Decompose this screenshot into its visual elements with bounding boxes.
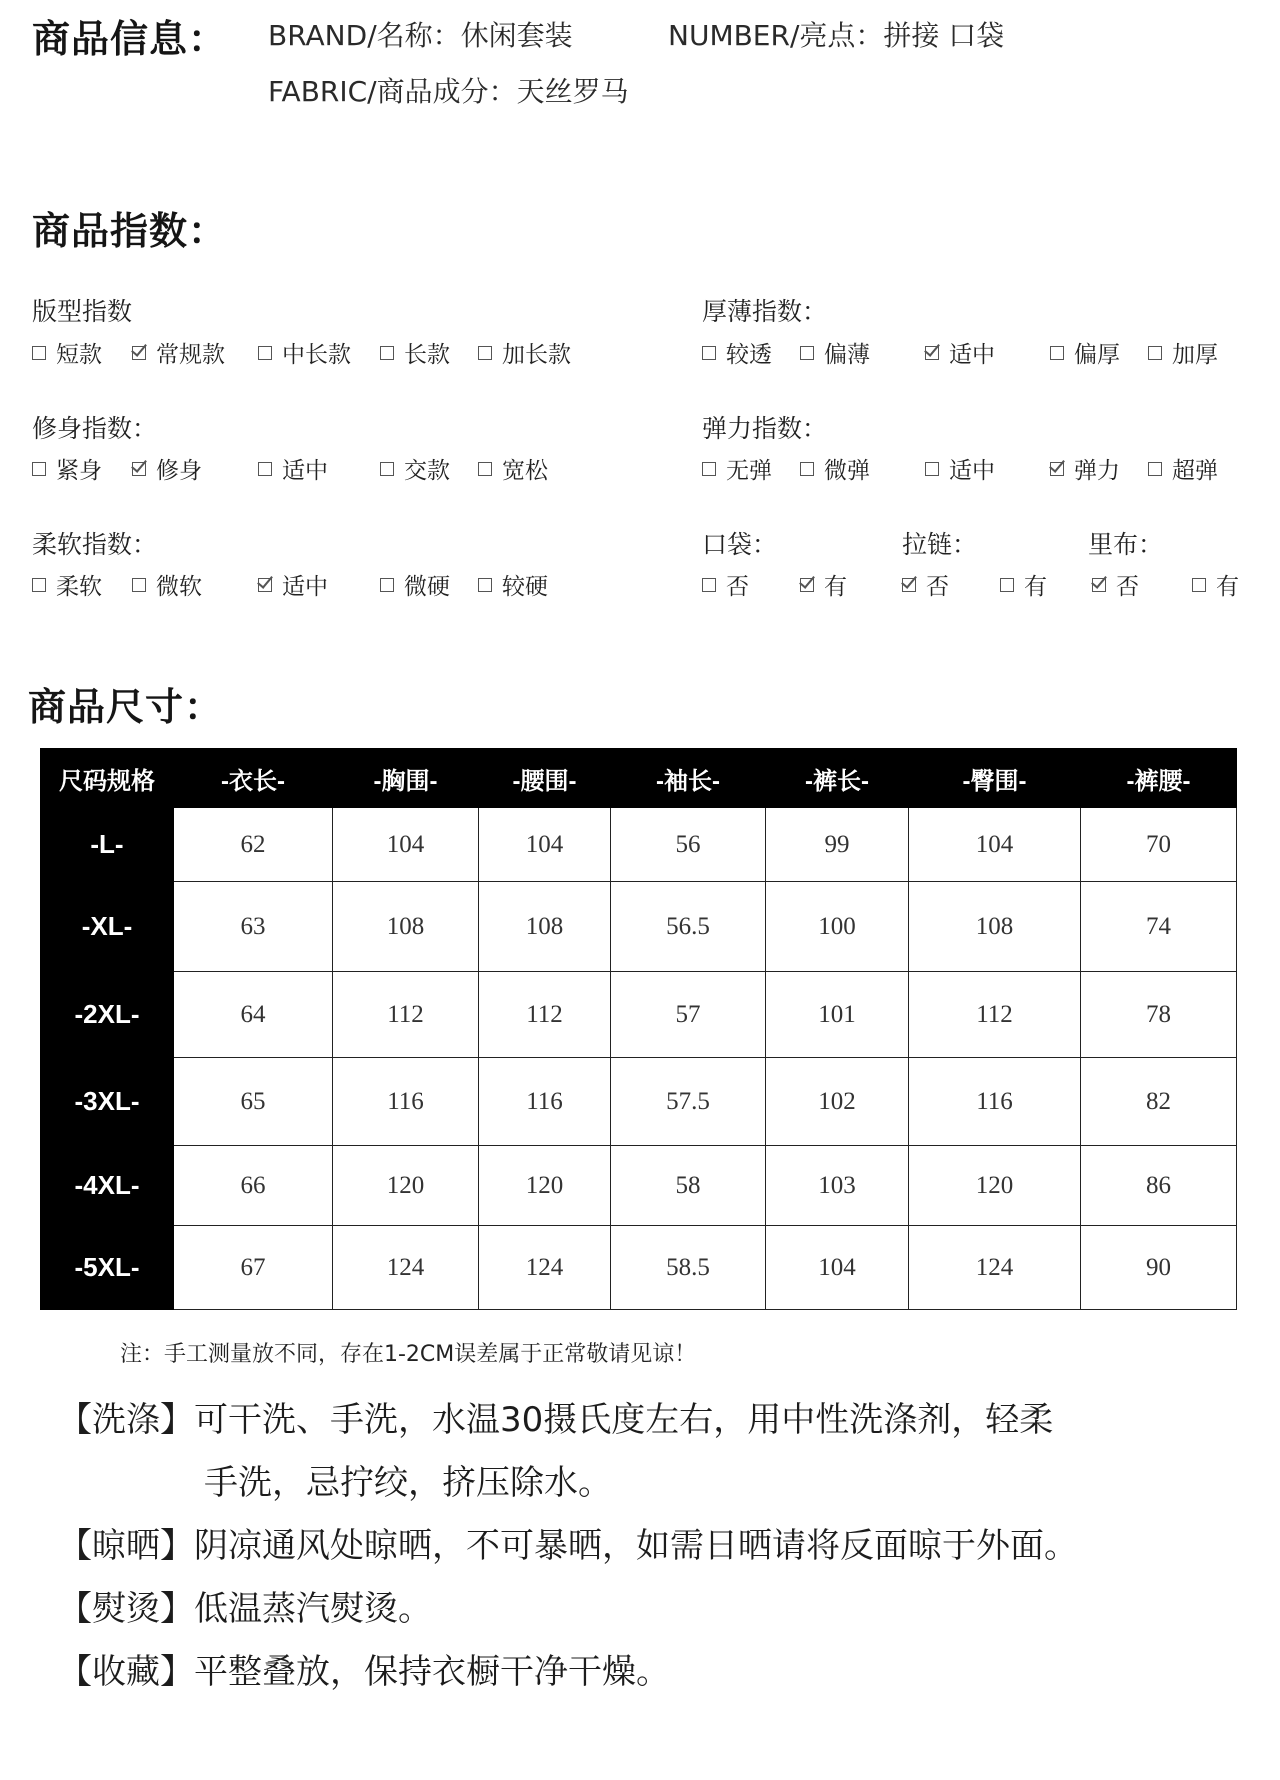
size-value-cell: 104 bbox=[333, 808, 479, 882]
softness-option-label: 柔软 bbox=[56, 574, 102, 600]
header-hip: -臀围- bbox=[909, 749, 1081, 808]
dry-text: 阴凉通风处晾晒，不可暴晒，如需日晒请将反面晾于外面。 bbox=[194, 1526, 1078, 1566]
checkbox-icon[interactable] bbox=[258, 462, 272, 476]
size-label-cell: -L- bbox=[41, 808, 174, 882]
size-label-cell: -4XL- bbox=[41, 1146, 174, 1226]
size-value-cell: 63 bbox=[174, 882, 333, 972]
checked-checkbox-icon[interactable] bbox=[1050, 462, 1064, 476]
checkbox-icon[interactable] bbox=[258, 346, 272, 360]
thickness-option-label: 偏厚 bbox=[1074, 342, 1120, 368]
header-pants-waist: -裤腰- bbox=[1081, 749, 1237, 808]
checkbox-icon[interactable] bbox=[702, 578, 716, 592]
fit-option-label: 中长款 bbox=[282, 342, 351, 368]
softness-index-title: 柔软指数： bbox=[32, 530, 158, 559]
size-value-cell: 99 bbox=[766, 808, 909, 882]
size-value-cell: 116 bbox=[479, 1058, 611, 1146]
size-label-cell: -3XL- bbox=[41, 1058, 174, 1146]
size-value-cell: 104 bbox=[479, 808, 611, 882]
pocket-option-label: 有 bbox=[824, 574, 847, 600]
elastic-option[interactable] bbox=[1050, 452, 1120, 485]
slim-index-title: 修身指数： bbox=[32, 414, 158, 443]
size-value-cell: 90 bbox=[1081, 1226, 1237, 1310]
table-row bbox=[41, 972, 1237, 1058]
slim-option[interactable] bbox=[258, 452, 328, 485]
fit-option[interactable] bbox=[380, 336, 450, 369]
lining-option[interactable] bbox=[1092, 568, 1139, 601]
checked-checkbox-icon[interactable] bbox=[132, 346, 146, 360]
checkbox-icon[interactable] bbox=[1148, 346, 1162, 360]
elastic-option[interactable] bbox=[702, 452, 772, 485]
care-dry bbox=[58, 1518, 1078, 1567]
fit-option-label: 长款 bbox=[404, 342, 450, 368]
checkbox-icon[interactable] bbox=[32, 578, 46, 592]
pocket-option[interactable] bbox=[800, 568, 847, 601]
size-value-cell: 108 bbox=[333, 882, 479, 972]
softness-option[interactable] bbox=[380, 568, 450, 601]
size-value-cell: 112 bbox=[909, 972, 1081, 1058]
wash-text-line1: 可干洗、手洗，水温30摄氏度左右，用中性洗涤剂，轻柔 bbox=[194, 1400, 1054, 1440]
iron-text: 低温蒸汽熨烫。 bbox=[194, 1589, 432, 1629]
fit-option[interactable] bbox=[258, 336, 351, 369]
elastic-option-label: 微弹 bbox=[824, 458, 870, 484]
size-value-cell: 66 bbox=[174, 1146, 333, 1226]
product-index-title: 商品指数： bbox=[32, 209, 228, 253]
thickness-index-title: 厚薄指数： bbox=[702, 297, 828, 326]
thickness-option[interactable] bbox=[1148, 336, 1218, 369]
zipper-option-label: 有 bbox=[1024, 574, 1047, 600]
size-label-cell: -5XL- bbox=[41, 1226, 174, 1310]
checkbox-icon[interactable] bbox=[702, 346, 716, 360]
size-value-cell: 120 bbox=[333, 1146, 479, 1226]
thickness-option[interactable] bbox=[1050, 336, 1120, 369]
size-value-cell: 116 bbox=[909, 1058, 1081, 1146]
pocket-option[interactable] bbox=[702, 568, 749, 601]
fit-option-label: 短款 bbox=[56, 342, 102, 368]
thickness-option[interactable] bbox=[702, 336, 772, 369]
size-note: 注：手工测量放不同，存在1-2CM误差属于正常敬请见谅！ bbox=[120, 1342, 697, 1367]
fit-option[interactable] bbox=[132, 336, 225, 369]
softness-option-label: 适中 bbox=[282, 574, 328, 600]
care-iron bbox=[58, 1581, 432, 1630]
product-info-title: 商品信息： bbox=[32, 17, 228, 61]
size-value-cell: 56.5 bbox=[611, 882, 766, 972]
slim-option-label: 宽松 bbox=[502, 458, 548, 484]
size-value-cell: 104 bbox=[766, 1226, 909, 1310]
checkbox-icon[interactable] bbox=[702, 462, 716, 476]
checkbox-icon[interactable] bbox=[478, 346, 492, 360]
size-value-cell: 62 bbox=[174, 808, 333, 882]
size-value-cell: 103 bbox=[766, 1146, 909, 1226]
size-value-cell: 56 bbox=[611, 808, 766, 882]
slim-option[interactable] bbox=[132, 452, 202, 485]
size-value-cell: 58 bbox=[611, 1146, 766, 1226]
checked-checkbox-icon[interactable] bbox=[258, 578, 272, 592]
softness-option[interactable] bbox=[258, 568, 328, 601]
lining-option[interactable] bbox=[1192, 568, 1239, 601]
size-value-cell: 74 bbox=[1081, 882, 1237, 972]
table-row bbox=[41, 808, 1237, 882]
size-value-cell: 102 bbox=[766, 1058, 909, 1146]
fit-option[interactable] bbox=[32, 336, 102, 369]
thickness-option[interactable] bbox=[800, 336, 870, 369]
checkbox-icon[interactable] bbox=[800, 346, 814, 360]
checked-checkbox-icon[interactable] bbox=[800, 578, 814, 592]
checkbox-icon[interactable] bbox=[32, 346, 46, 360]
care-wash bbox=[58, 1392, 1053, 1441]
size-value-cell: 65 bbox=[174, 1058, 333, 1146]
thickness-option-label: 适中 bbox=[949, 342, 995, 368]
size-value-cell: 112 bbox=[479, 972, 611, 1058]
size-value-cell: 78 bbox=[1081, 972, 1237, 1058]
size-value-cell: 124 bbox=[909, 1226, 1081, 1310]
checkbox-icon[interactable] bbox=[478, 462, 492, 476]
header-size: 尺码规格 bbox=[41, 749, 174, 808]
checkbox-icon[interactable] bbox=[32, 462, 46, 476]
elastic-option[interactable] bbox=[800, 452, 870, 485]
elastic-option-label: 超弹 bbox=[1172, 458, 1218, 484]
header-length: -衣长- bbox=[174, 749, 333, 808]
care-store bbox=[58, 1644, 670, 1693]
store-tag: 【收藏】 bbox=[58, 1652, 194, 1692]
slim-option-label: 适中 bbox=[282, 458, 328, 484]
checkbox-icon[interactable] bbox=[380, 578, 394, 592]
fit-option-label: 常规款 bbox=[156, 342, 225, 368]
checkbox-icon[interactable] bbox=[1000, 578, 1014, 592]
softness-option-label: 微硬 bbox=[404, 574, 450, 600]
size-value-cell: 108 bbox=[479, 882, 611, 972]
thickness-option-label: 加厚 bbox=[1172, 342, 1218, 368]
store-text: 平整叠放，保持衣橱干净干燥。 bbox=[194, 1652, 670, 1692]
header-chest: -胸围- bbox=[333, 749, 479, 808]
size-value-cell: 112 bbox=[333, 972, 479, 1058]
slim-option[interactable] bbox=[380, 452, 450, 485]
header-waist: -腰围- bbox=[479, 749, 611, 808]
size-value-cell: 108 bbox=[909, 882, 1081, 972]
iron-tag: 【熨烫】 bbox=[58, 1589, 194, 1629]
elastic-option[interactable] bbox=[925, 452, 995, 485]
checkbox-icon[interactable] bbox=[800, 462, 814, 476]
size-value-cell: 57 bbox=[611, 972, 766, 1058]
header-sleeve: -袖长- bbox=[611, 749, 766, 808]
checked-checkbox-icon[interactable] bbox=[925, 346, 939, 360]
table-row bbox=[41, 882, 1237, 972]
slim-option-label: 修身 bbox=[156, 458, 202, 484]
lining-title: 里布： bbox=[1088, 530, 1164, 559]
header-pants-length: -裤长- bbox=[766, 749, 909, 808]
fit-option[interactable] bbox=[478, 336, 571, 369]
size-label-cell: -XL- bbox=[41, 882, 174, 972]
checkbox-icon[interactable] bbox=[1148, 462, 1162, 476]
table-row bbox=[41, 1058, 1237, 1146]
checked-checkbox-icon[interactable] bbox=[132, 462, 146, 476]
size-value-cell: 120 bbox=[909, 1146, 1081, 1226]
elastic-option-label: 适中 bbox=[949, 458, 995, 484]
elastic-option-label: 弹力 bbox=[1074, 458, 1120, 484]
size-value-cell: 86 bbox=[1081, 1146, 1237, 1226]
slim-option-label: 紧身 bbox=[56, 458, 102, 484]
checkbox-icon[interactable] bbox=[1050, 346, 1064, 360]
checkbox-icon[interactable] bbox=[1192, 578, 1206, 592]
wash-tag: 【洗涤】 bbox=[58, 1400, 194, 1440]
brand-text: BRAND/名称：休闲套装 bbox=[268, 19, 573, 52]
slim-option[interactable] bbox=[478, 452, 548, 485]
softness-option[interactable] bbox=[32, 568, 102, 601]
fit-option-label: 加长款 bbox=[502, 342, 571, 368]
softness-option[interactable] bbox=[478, 568, 548, 601]
size-value-cell: 124 bbox=[333, 1226, 479, 1310]
zipper-title: 拉链： bbox=[902, 530, 978, 559]
checkbox-icon[interactable] bbox=[380, 462, 394, 476]
lining-option-label: 有 bbox=[1216, 574, 1239, 600]
size-value-cell: 104 bbox=[909, 808, 1081, 882]
size-value-cell: 100 bbox=[766, 882, 909, 972]
size-table-header bbox=[41, 749, 1237, 808]
pocket-option-label: 否 bbox=[726, 574, 749, 600]
elastic-option[interactable] bbox=[1148, 452, 1218, 485]
elastic-index-title: 弹力指数： bbox=[702, 414, 828, 443]
size-value-cell: 116 bbox=[333, 1058, 479, 1146]
thickness-option-label: 较透 bbox=[726, 342, 772, 368]
slim-option-label: 交款 bbox=[404, 458, 450, 484]
zipper-option[interactable] bbox=[902, 568, 949, 601]
size-value-cell: 57.5 bbox=[611, 1058, 766, 1146]
pocket-title: 口袋： bbox=[702, 530, 778, 559]
table-row bbox=[41, 1226, 1237, 1310]
size-value-cell: 64 bbox=[174, 972, 333, 1058]
size-value-cell: 67 bbox=[174, 1226, 333, 1310]
softness-option[interactable] bbox=[132, 568, 202, 601]
number-text: NUMBER/亮点：拼接 口袋 bbox=[668, 19, 1005, 52]
softness-option-label: 微软 bbox=[156, 574, 202, 600]
elastic-option-label: 无弹 bbox=[726, 458, 772, 484]
size-value-cell: 120 bbox=[479, 1146, 611, 1226]
checkbox-icon[interactable] bbox=[925, 462, 939, 476]
size-value-cell: 70 bbox=[1081, 808, 1237, 882]
slim-option[interactable] bbox=[32, 452, 102, 485]
softness-option-label: 较硬 bbox=[502, 574, 548, 600]
table-row bbox=[41, 1146, 1237, 1226]
size-value-cell: 124 bbox=[479, 1226, 611, 1310]
checkbox-icon[interactable] bbox=[478, 578, 492, 592]
size-value-cell: 82 bbox=[1081, 1058, 1237, 1146]
zipper-option[interactable] bbox=[1000, 568, 1047, 601]
product-size-title: 商品尺寸： bbox=[28, 685, 224, 729]
wash-text-line2: 手洗，忌拧绞，挤压除水。 bbox=[204, 1463, 612, 1503]
lining-option-label: 否 bbox=[1116, 574, 1139, 600]
checkbox-icon[interactable] bbox=[380, 346, 394, 360]
thickness-option[interactable] bbox=[925, 336, 995, 369]
thickness-option-label: 偏薄 bbox=[824, 342, 870, 368]
checkbox-icon[interactable] bbox=[132, 578, 146, 592]
size-value-cell: 58.5 bbox=[611, 1226, 766, 1310]
checked-checkbox-icon[interactable] bbox=[1092, 578, 1106, 592]
zipper-option-label: 否 bbox=[926, 574, 949, 600]
fit-index-title: 版型指数 bbox=[32, 297, 133, 326]
dry-tag: 【晾晒】 bbox=[58, 1526, 194, 1566]
size-table bbox=[40, 748, 1237, 1310]
size-label-cell: -2XL- bbox=[41, 972, 174, 1058]
fabric-text: FABRIC/商品成分：天丝罗马 bbox=[268, 75, 629, 108]
size-value-cell: 101 bbox=[766, 972, 909, 1058]
checked-checkbox-icon[interactable] bbox=[902, 578, 916, 592]
